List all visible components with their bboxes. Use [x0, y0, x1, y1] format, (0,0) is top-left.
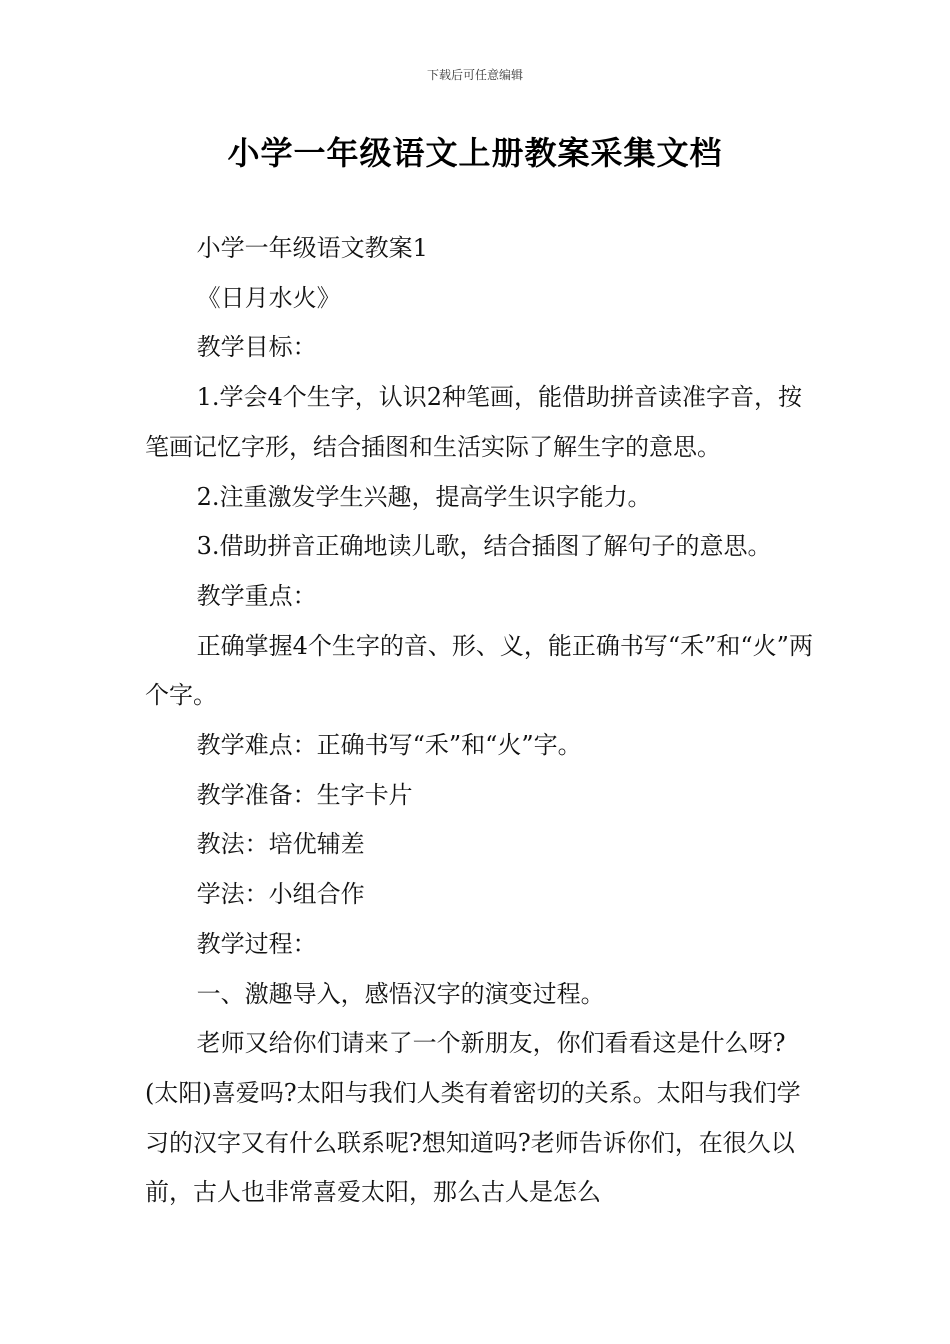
- paragraph-teaching-method: 教法：培优辅差: [196, 830, 365, 859]
- paragraph-preparation: 教学准备：生字卡片: [196, 780, 413, 809]
- paragraph-step-1-text: 老师又给你们请来了一个新朋友，你们看看这是什么呀?(太阳)喜爱吗?太阳与我们人类有着密切的关系。太阳与我们学习的汉字又有什么联系呢?想知道吗?老师告诉你们，在很久以前，古人也非常喜爱太阳，那么古人是怎么: [145, 1029, 801, 1207]
- paragraph-goal-3: 3.借助拼音正确地读儿歌，结合插图了解句子的意思。: [196, 532, 772, 561]
- paragraph-difficulties: 教学难点：正确书写“禾”和“火”字。: [196, 731, 582, 760]
- paragraph-goal-2: 2.注重激发学生兴趣，提高学生识字能力。: [196, 482, 652, 511]
- paragraph-learning-method: 学法：小组合作: [196, 880, 365, 909]
- paragraph-process-heading: 教学过程：: [196, 929, 317, 958]
- paragraph-goals-heading: 教学目标：: [196, 333, 317, 362]
- paragraph-key-points: 正确掌握4个生字的音、形、义，能正确书写“禾”和“火”两个字。: [145, 631, 813, 710]
- paragraph-lesson-heading: 小学一年级语文教案1: [196, 234, 428, 262]
- paragraph-step-1: 一、激趣导入，感悟汉字的演变过程。: [196, 979, 605, 1008]
- header-note: 下载后可任意编辑: [426, 68, 523, 82]
- paragraph-lesson-title: 《日月水火》: [196, 283, 341, 312]
- document-title: 小学一年级语文上册教案采集文档: [227, 134, 723, 172]
- document-body: [145, 224, 815, 1218]
- paragraph-goal-1: 1.学会4个生字，认识2种笔画，能借助拼音读准字音，按笔画记忆字形，结合插图和生活实际了解生字的意思。: [145, 383, 803, 461]
- paragraph-key-points-heading: 教学重点：: [196, 581, 317, 610]
